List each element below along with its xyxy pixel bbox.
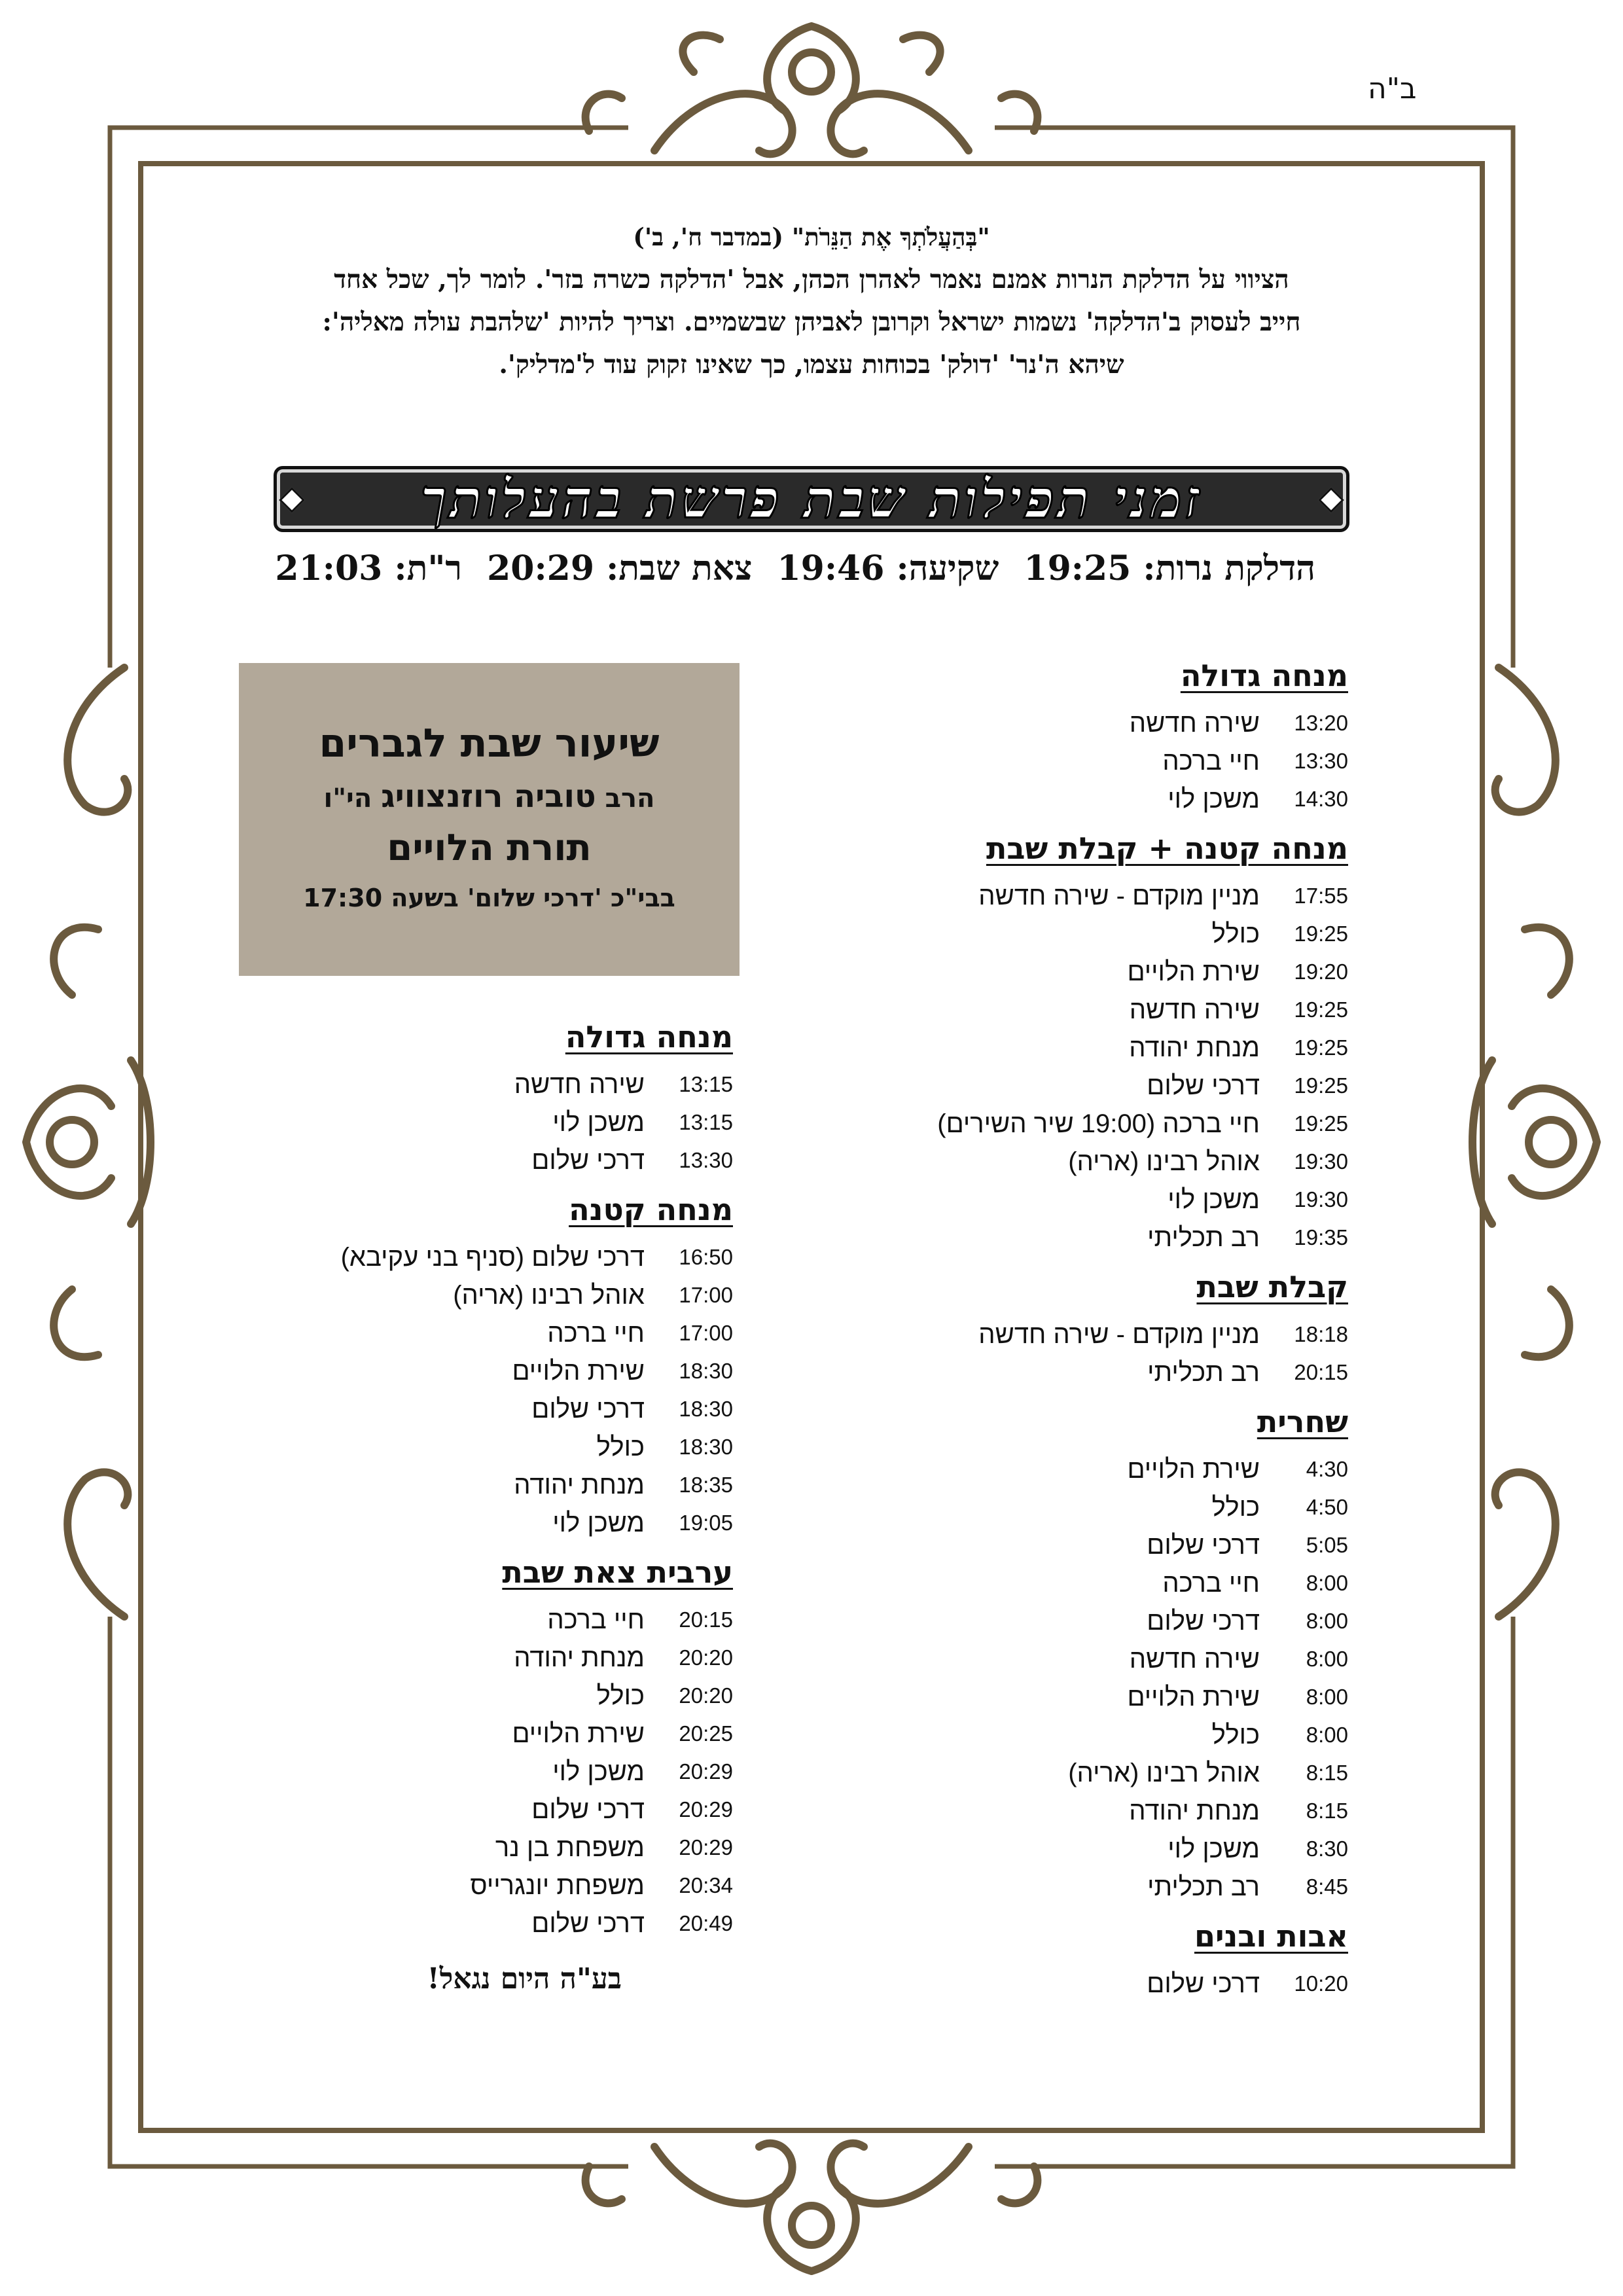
prayer-time: 20:25 <box>679 1721 733 1746</box>
prayer-time: 19:05 <box>679 1511 733 1535</box>
schedule-row <box>785 742 1348 780</box>
section-title: ערבית צאת שבת <box>502 1554 733 1590</box>
closing-blessing: בע"ה היום נגאל! <box>427 1962 622 1996</box>
synagogue-name: שירת הלויים <box>1127 957 1260 986</box>
shiur-topic: תורת הלויים <box>387 827 592 869</box>
section-title: שחרית <box>1257 1404 1348 1439</box>
synagogue-name: כולל <box>1211 919 1260 948</box>
prayer-time: 13:30 <box>679 1148 733 1172</box>
schedule-row <box>275 1428 733 1466</box>
synagogue-name: שירת הלויים <box>512 1719 645 1748</box>
schedule-row <box>785 1868 1348 1906</box>
prayer-time: 20:15 <box>679 1607 733 1632</box>
prayer-time: 20:29 <box>679 1797 733 1821</box>
section-title: קבלת שבת <box>1196 1269 1348 1304</box>
schedule-row <box>275 1829 733 1867</box>
synagogue-name: דרכי שלום <box>1147 1969 1260 1998</box>
schedule-row <box>275 1066 733 1103</box>
prayer-time: 18:35 <box>679 1473 733 1497</box>
schedule-section <box>275 1189 733 1542</box>
prayer-time: 19:35 <box>1294 1225 1348 1249</box>
schedule-row <box>785 1354 1348 1391</box>
schedule-row <box>785 877 1348 915</box>
synagogue-name: מנחת יהודה <box>1129 1796 1260 1825</box>
synagogue-name: דרכי שלום <box>1147 1071 1260 1100</box>
prayer-time: 16:50 <box>679 1245 733 1269</box>
schedule-row <box>275 1639 733 1677</box>
synagogue-name: שירת הלויים <box>512 1356 645 1386</box>
schedule-row <box>785 1067 1348 1105</box>
prayer-time: 19:25 <box>1294 1073 1348 1098</box>
prayer-time: 8:00 <box>1306 1723 1348 1747</box>
shiur-location: בבי"כ 'דרכי שלום' בשעה 17:30 <box>303 884 675 912</box>
left-scroll-ornament <box>26 668 151 1617</box>
prayer-time: 8:00 <box>1306 1571 1348 1595</box>
section-title: אבות ובנים <box>1194 1918 1348 1954</box>
prayer-time: 4:50 <box>1306 1495 1348 1519</box>
bottom-scroll-ornament <box>586 2144 1038 2271</box>
top-scroll-ornament <box>586 26 1038 154</box>
left-schedule-column <box>275 1016 733 1996</box>
schedule-row <box>785 1678 1348 1716</box>
prayer-time: 20:29 <box>679 1835 733 1859</box>
prayer-time: 4:30 <box>1306 1457 1348 1481</box>
shiur-title: שיעור שבת לגברים <box>319 721 660 766</box>
prayer-time: 19:20 <box>1294 960 1348 984</box>
synagogue-name: שירת הלויים <box>1127 1682 1260 1712</box>
schedule-row <box>275 1715 733 1753</box>
prayer-time: 17:55 <box>1294 884 1348 908</box>
schedule-row <box>275 1677 733 1715</box>
prayer-time: 20:49 <box>679 1911 733 1935</box>
bh-header-mark: ב"ה <box>1368 72 1417 105</box>
prayer-time: 19:30 <box>1294 1149 1348 1174</box>
schedule-row <box>275 1141 733 1179</box>
schedule-row <box>785 1602 1348 1640</box>
synagogue-name: חיי ברכה <box>547 1318 645 1348</box>
schedule-row <box>785 1640 1348 1678</box>
synagogue-name: מניין מוקדם - שירה חדשה <box>978 1319 1260 1349</box>
synagogue-name: משכן לוי <box>552 1757 645 1786</box>
shiur-announcement-box <box>239 663 740 976</box>
prayer-time: 8:00 <box>1306 1609 1348 1633</box>
prayer-time: 14:30 <box>1294 787 1348 811</box>
synagogue-name: כולל <box>596 1432 645 1462</box>
prayer-time: 18:18 <box>1294 1322 1348 1346</box>
rabbi-prefix: הרב <box>605 783 655 814</box>
schedule-row <box>275 1466 733 1504</box>
prayer-time: 13:20 <box>1294 711 1348 735</box>
synagogue-name: חיי ברכה <box>1162 1568 1260 1598</box>
schedule-row <box>785 915 1348 953</box>
synagogue-name: דרכי שלום <box>1147 1606 1260 1636</box>
synagogue-name: דרכי שלום <box>531 1909 645 1938</box>
prayer-time: 20:15 <box>1294 1360 1348 1384</box>
schedule-row <box>785 1965 1348 2003</box>
schedule-row <box>785 953 1348 991</box>
section-title: מנחה גדולה <box>1180 658 1348 693</box>
intro-paragraph <box>196 216 1427 386</box>
synagogue-name: רב תכליתי <box>1147 1872 1260 1901</box>
schedule-row <box>785 1181 1348 1219</box>
synagogue-name: דרכי שלום (סניף בני עקיבא) <box>340 1242 645 1272</box>
right-scroll-ornament <box>1472 668 1597 1617</box>
schedule-row <box>785 1316 1348 1354</box>
schedule-row <box>785 1754 1348 1792</box>
synagogue-name: משכן לוי <box>1168 1185 1260 1214</box>
intro-line: חייב לעסוק ב'הדלקה' נשמות ישראל וקרובן לאביהן שבשמיים. וצריך להיות 'שלהבת עולה מאליה': <box>322 307 1301 337</box>
section-title: מנחה קטנה + קבלת שבת <box>986 831 1348 866</box>
schedule-row <box>275 1753 733 1791</box>
prayer-time: 8:45 <box>1306 1874 1348 1899</box>
synagogue-name: משכן לוי <box>552 1107 645 1137</box>
banner-title: זמני תפילות שבת פרשת בהעלותך <box>420 467 1203 531</box>
schedule-row <box>785 1716 1348 1754</box>
schedule-row <box>785 780 1348 818</box>
synagogue-name: חיי ברכה <box>547 1605 645 1634</box>
shabbat-times-line <box>275 548 1322 588</box>
prayer-time: 19:25 <box>1294 1035 1348 1060</box>
rabbeinu-tam-time: ר"ת: 21:03 <box>275 548 462 588</box>
prayer-time: 19:25 <box>1294 997 1348 1022</box>
synagogue-name: דרכי שלום <box>531 1795 645 1824</box>
synagogue-name: כולל <box>1211 1720 1260 1749</box>
synagogue-name: משפחת יונגרייס <box>470 1871 645 1900</box>
synagogue-name: דרכי שלום <box>1147 1530 1260 1560</box>
schedule-row <box>785 1526 1348 1564</box>
prayer-time: 13:30 <box>1294 749 1348 773</box>
synagogue-name: מניין מוקדם - שירה חדשה <box>978 881 1260 910</box>
synagogue-name: דרכי שלום <box>531 1145 645 1175</box>
shiur-rabbi <box>239 778 740 815</box>
synagogue-name: שירת הלויים <box>1127 1454 1260 1484</box>
prayer-time: 20:34 <box>679 1873 733 1897</box>
schedule-row <box>785 1219 1348 1257</box>
synagogue-name: שירה חדשה <box>514 1069 645 1099</box>
schedule-section <box>275 1551 733 1943</box>
prayer-time: 20:29 <box>679 1759 733 1784</box>
schedule-row <box>785 1029 1348 1067</box>
title-banner <box>262 458 1361 540</box>
rabbi-name: טוביה רוזנצוויג <box>381 778 596 815</box>
schedule-row <box>785 1564 1348 1602</box>
prayer-time: 18:30 <box>679 1435 733 1459</box>
prayer-time: 13:15 <box>679 1072 733 1096</box>
shabbat-end-time: צאת שבת: 20:29 <box>487 548 753 588</box>
prayer-time: 8:30 <box>1306 1837 1348 1861</box>
synagogue-name: משכן לוי <box>1168 1834 1260 1863</box>
prayer-time: 8:15 <box>1306 1761 1348 1785</box>
schedule-row <box>785 1450 1348 1488</box>
prayer-time: 17:00 <box>679 1321 733 1345</box>
synagogue-name: אוהל רבינו (אריה) <box>1068 1758 1260 1787</box>
synagogue-name: חיי ברכה (19:00 שיר השירים) <box>937 1109 1260 1138</box>
prayer-time: 13:15 <box>679 1110 733 1134</box>
schedule-row <box>785 991 1348 1029</box>
section-title: מנחה קטנה <box>569 1192 733 1227</box>
intro-line: הציווי על הדלקת הנרות אמנם נאמר לאהרן הכהן, אבל 'הדלקה כשרה בזר'. לומר לך, שכל אחד <box>334 264 1289 295</box>
schedule-row <box>275 1791 733 1829</box>
schedule-section <box>785 1266 1348 1391</box>
synagogue-name: דרכי שלום <box>531 1394 645 1424</box>
schedule-section <box>275 1016 733 1179</box>
prayer-time: 8:00 <box>1306 1647 1348 1671</box>
schedule-row <box>785 1830 1348 1868</box>
prayer-time: 19:25 <box>1294 922 1348 946</box>
prayer-time: 20:20 <box>679 1645 733 1670</box>
schedule-row <box>275 1276 733 1314</box>
synagogue-name: שירה חדשה <box>1129 995 1260 1024</box>
prayer-time: 8:00 <box>1306 1685 1348 1709</box>
synagogue-name: אוהל רבינו (אריה) <box>1068 1147 1260 1176</box>
schedule-row <box>785 1143 1348 1181</box>
right-schedule-column <box>785 655 1348 2012</box>
prayer-time: 20:20 <box>679 1683 733 1708</box>
synagogue-name: משכן לוי <box>1168 784 1260 814</box>
schedule-section <box>785 655 1348 818</box>
synagogue-name: מנחת יהודה <box>514 1470 645 1499</box>
synagogue-name: משפחת בן נר <box>495 1833 645 1862</box>
intro-verse: "בְּהַעֲלֹתְךָ אֶת הַנֵּרֹת" (במדבר ח', ב') <box>633 223 990 251</box>
schedule-row <box>275 1601 733 1639</box>
synagogue-name: חיי ברכה <box>1162 746 1260 776</box>
schedule-row <box>275 1314 733 1352</box>
schedule-row <box>275 1905 733 1943</box>
prayer-time: 19:25 <box>1294 1111 1348 1136</box>
prayer-time: 5:05 <box>1306 1533 1348 1557</box>
schedule-row <box>275 1867 733 1905</box>
prayer-time: 8:15 <box>1306 1799 1348 1823</box>
schedule-section <box>785 1915 1348 2003</box>
synagogue-name: מנחת יהודה <box>1129 1033 1260 1062</box>
schedule-row <box>275 1352 733 1390</box>
intro-line: שיהא ה'נר' 'דולק' בכוחות עצמו, כך שאינו זקוק עוד ל'מדליק'. <box>499 350 1124 380</box>
prayer-time: 17:00 <box>679 1283 733 1307</box>
synagogue-name: אוהל רבינו (אריה) <box>453 1280 645 1310</box>
schedule-row <box>785 704 1348 742</box>
section-title: מנחה גדולה <box>565 1019 733 1054</box>
schedule-section <box>785 1401 1348 1906</box>
candle-lighting-time: הדלקת נרות: 19:25 <box>1024 548 1315 588</box>
sunset-time: שקיעה: 19:46 <box>777 548 999 588</box>
prayer-time: 18:30 <box>679 1359 733 1383</box>
schedule-row <box>275 1504 733 1542</box>
synagogue-name: משכן לוי <box>552 1508 645 1537</box>
schedule-row <box>275 1390 733 1428</box>
synagogue-name: רב תכליתי <box>1147 1357 1260 1387</box>
synagogue-name: רב תכליתי <box>1147 1223 1260 1252</box>
synagogue-name: כולל <box>1211 1492 1260 1522</box>
synagogue-name: מנחת יהודה <box>514 1643 645 1672</box>
prayer-time: 18:30 <box>679 1397 733 1421</box>
schedule-row <box>785 1105 1348 1143</box>
synagogue-name: שירה חדשה <box>1129 1644 1260 1674</box>
prayer-time: 10:20 <box>1294 1971 1348 1996</box>
schedule-row <box>785 1488 1348 1526</box>
rabbi-suffix: הי"ו <box>323 783 372 814</box>
prayer-time: 19:30 <box>1294 1187 1348 1211</box>
schedule-section <box>785 827 1348 1257</box>
synagogue-name: כולל <box>596 1681 645 1710</box>
schedule-row <box>785 1792 1348 1830</box>
schedule-row <box>275 1103 733 1141</box>
synagogue-name: שירה חדשה <box>1129 708 1260 738</box>
schedule-row <box>275 1238 733 1276</box>
